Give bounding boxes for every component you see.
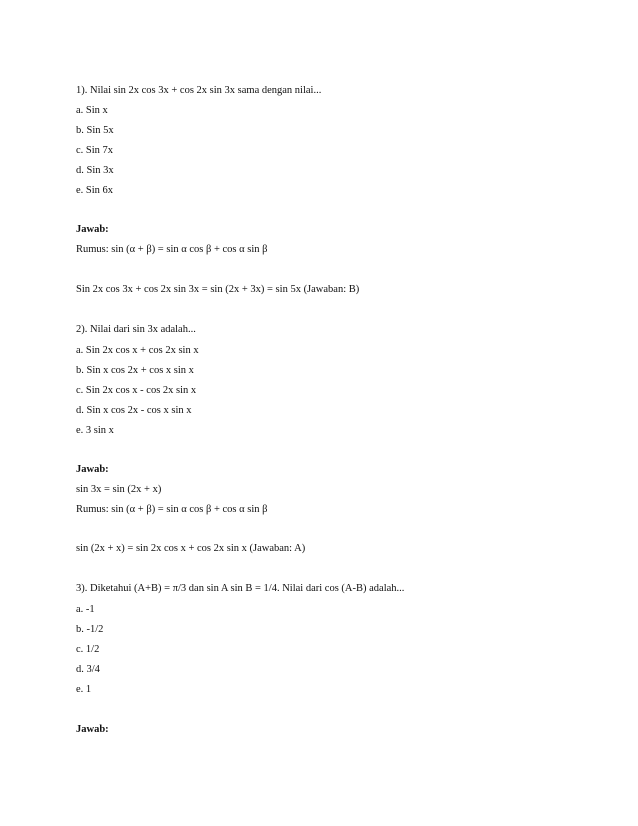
question-3-option-a: a. -1 (76, 604, 95, 615)
question-1-option-e: e. Sin 6x (76, 185, 114, 196)
question-2-option-e: e. 3 sin x (76, 425, 114, 436)
question-1-option-a: a. Sin x (76, 105, 108, 116)
answer-2-solution: sin (2x + x) = sin 2x cos x + cos 2x sin x (Jawaban: A) (76, 543, 306, 554)
question-2-option-b: b. Sin x cos 2x + cos x sin x (76, 365, 194, 376)
answer-1-solution: Sin 2x cos 3x + cos 2x sin 3x = sin (2x + 3x) = sin 5x (Jawaban: B) (76, 284, 360, 295)
answer-1-formula: Rumus: sin (α + β) = sin α cos β + cos α sin β (76, 244, 268, 255)
answer-2-heading: Jawab: (76, 464, 109, 475)
question-2-option-a: a. Sin 2x cos x + cos 2x sin x (76, 345, 199, 356)
question-1-option-d: d. Sin 3x (76, 165, 114, 176)
question-3-option-c: c. 1/2 (76, 644, 100, 655)
question-2-option-d: d. Sin x cos 2x - cos x sin x (76, 405, 192, 416)
question-3-option-d: d. 3/4 (76, 664, 100, 675)
question-1-text: 1). Nilai sin 2x cos 3x + cos 2x sin 3x sama dengan nilai... (76, 85, 322, 96)
question-2-option-c: c. Sin 2x cos x - cos 2x sin x (76, 385, 197, 396)
question-1-option-c: c. Sin 7x (76, 145, 114, 156)
answer-2-formula: Rumus: sin (α + β) = sin α cos β + cos α sin β (76, 504, 268, 515)
answer-1-heading: Jawab: (76, 224, 109, 235)
answer-3-heading: Jawab: (76, 724, 109, 735)
question-1-option-b: b. Sin 5x (76, 125, 114, 136)
answer-2-step: sin 3x = sin (2x + x) (76, 484, 162, 495)
question-3-option-b: b. -1/2 (76, 624, 104, 635)
question-2-text: 2). Nilai dari sin 3x adalah... (76, 324, 196, 335)
question-3-option-e: e. 1 (76, 684, 92, 695)
question-3-text: 3). Diketahui (A+B) = π/3 dan sin A sin B = 1/4. Nilai dari cos (A-B) adalah... (76, 583, 405, 594)
